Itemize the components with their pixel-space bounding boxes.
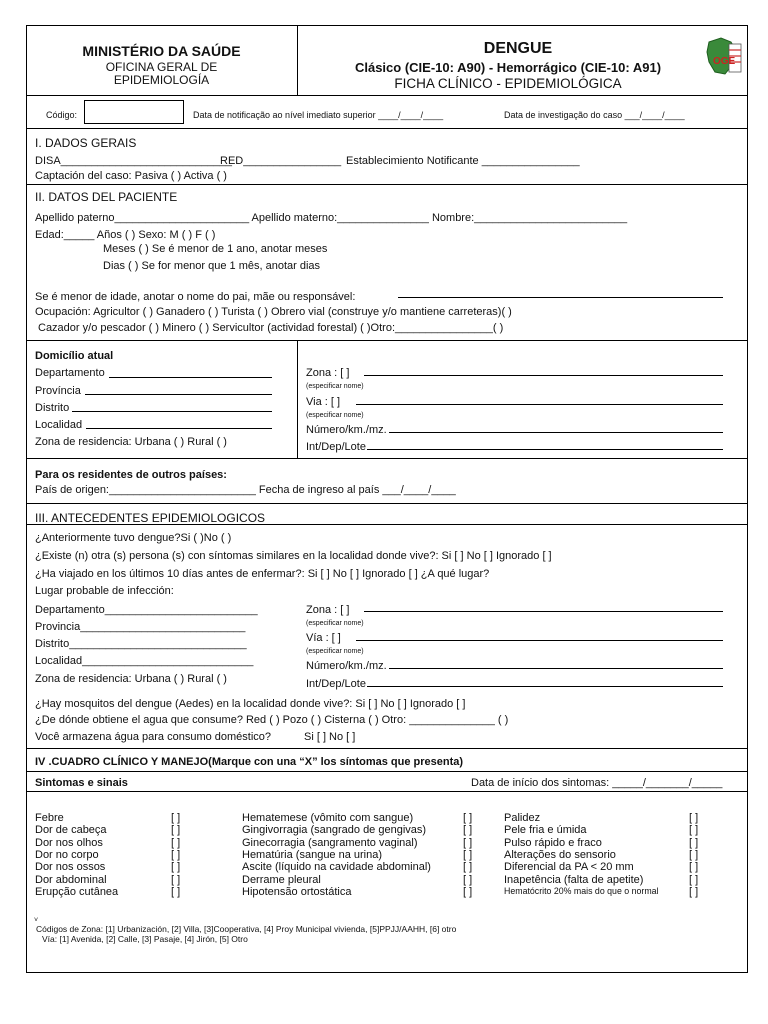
symptom-checkbox[interactable]: [ ] <box>689 824 699 837</box>
symptom-checkbox[interactable]: [ ] <box>171 848 181 861</box>
inf-zona-label[interactable]: Zona : [ ] <box>306 604 350 616</box>
dom-via-hint: (especificar nome) <box>306 412 364 419</box>
inf-via-field[interactable] <box>356 640 723 641</box>
dom-via-field[interactable] <box>356 404 723 405</box>
symptom-label: Hematemese (vômito com sangue) <box>242 812 414 824</box>
symptom-label: Dor abdominal <box>35 873 107 886</box>
sintomas-label: Sintomas e sinais <box>35 777 128 789</box>
symptom-checkbox[interactable]: [ ] <box>171 812 181 824</box>
inf-via-hint: (especificar nome) <box>306 648 364 655</box>
inf-int-field[interactable] <box>367 686 723 687</box>
symptom-label: Hematócrito 20% mais do que o normal <box>504 885 659 896</box>
dom-int-label: Int/Dep/Lote <box>306 441 366 453</box>
dom-distrito-label: Distrito <box>35 402 70 414</box>
codigo-field[interactable] <box>84 100 184 124</box>
data-inicio-sintomas[interactable]: Data de início dos sintomas: _____/_______/_____ <box>471 777 723 789</box>
form-name: FICHA CLÍNICO - EPIDEMIOLÓGICA <box>394 76 622 91</box>
q-anterior-dengue[interactable]: ¿Anteriormente tuvo dengue?Si ( )No ( ) <box>35 532 232 544</box>
dom-localidad-field[interactable] <box>86 428 272 429</box>
symptom-label: Diferencial da PA < 20 mm <box>504 861 634 874</box>
section-4-title: IV .CUADRO CLÍNICO Y MANEJO(Marque con una “X” los síntomas que presenta) <box>35 756 464 768</box>
codigo-label: Código: <box>46 110 78 120</box>
dom-provincia-label: Província <box>35 385 81 397</box>
symptom-checkbox[interactable]: [ ] <box>689 885 699 898</box>
inf-departamento[interactable]: Departamento_________________________ <box>35 604 258 616</box>
q-agua-origen[interactable]: ¿De dónde obtiene el agua que consume? Red ( ) Pozo ( ) Cisterna ( ) Otro: ______________ ( ) <box>35 714 509 726</box>
ocupacion-line1[interactable]: Ocupación: Agricultor ( ) Ganadero ( ) Turista ( ) Obrero vial (construye y/o mantiene carreteras)( ) <box>35 306 512 318</box>
symptom-label: Dor nos olhos <box>35 836 103 849</box>
q-lugar-infeccion: Lugar probable de infección: <box>35 585 174 597</box>
footnote-zona: Códigos de Zona: [1] Urbanización, [2] Villa, [3]Cooperativa, [4] Proy Municipal vivienda, [5]PPJJ/AAHH, [6] otro <box>36 924 457 934</box>
section-1-title: I. DADOS GERAIS <box>35 136 137 150</box>
asterisk-mark: ˅ <box>34 917 39 924</box>
symptom-label: Palidez <box>504 812 541 824</box>
symptom-label: Erupção cutânea <box>35 885 119 898</box>
responsavel-label: Se é menor de idade, anotar o nome do pai, mãe ou responsável: <box>35 291 356 303</box>
symptom-label: Dor nos ossos <box>35 861 106 874</box>
symptom-checkbox[interactable]: [ ] <box>689 812 699 824</box>
symptom-checkbox[interactable]: [ ] <box>689 836 699 849</box>
dom-zona-hint: (especificar nome) <box>306 383 364 390</box>
symptom-checkbox[interactable]: [ ] <box>463 836 473 849</box>
q-otras-personas[interactable]: ¿Existe (n) otra (s) persona (s) con síntomas similares en la localidad donde vive?: Si [ ] No [ ] Ignorado [ ] <box>35 550 552 562</box>
oge-logo <box>703 34 743 85</box>
dom-provincia-field[interactable] <box>85 394 272 395</box>
establecimiento-field[interactable]: Establecimiento Notificante ________________ <box>346 155 580 167</box>
office-line2: EPIDEMIOLOGÍA <box>113 73 210 87</box>
inf-zona-residencia[interactable]: Zona de residencia: Urbana ( ) Rural ( ) <box>35 673 227 685</box>
symptom-label: Pele fria e úmida <box>504 824 587 837</box>
symptom-checkbox[interactable]: [ ] <box>689 848 699 861</box>
symptom-checkbox[interactable]: [ ] <box>171 836 181 849</box>
inf-int-label: Int/Dep/Lote <box>306 678 366 690</box>
symptom-label: Hematúria (sangue na urina) <box>242 848 383 861</box>
symptom-checkbox[interactable]: [ ] <box>463 812 473 824</box>
notification-date[interactable]: Data de notificação ao nível imediato superior ____/____/____ <box>193 110 444 120</box>
symptom-label: Gingivorragia (sangrado de gengivas) <box>242 824 427 837</box>
meses-line[interactable]: Meses ( ) Se é menor de 1 ano, anotar meses <box>103 243 328 255</box>
red-field[interactable]: RED________________ <box>220 155 342 167</box>
dom-distrito-field[interactable] <box>72 411 272 412</box>
symptom-label: Ascite (líquido na cavidade abdominal) <box>242 861 431 874</box>
form-title: DENGUE <box>483 40 553 57</box>
dom-localidad-label: Localidad <box>35 419 83 431</box>
responsavel-field[interactable] <box>398 297 723 298</box>
dom-zona-residencia[interactable]: Zona de residencia: Urbana ( ) Rural ( ) <box>35 436 227 448</box>
symptom-label: Alterações do sensorio <box>504 848 616 861</box>
inf-numero-label: Número/km./mz. <box>306 660 387 672</box>
ministry-name: MINISTÉRIO DA SAÚDE <box>82 43 241 59</box>
symptom-label: Dor de cabeça <box>35 824 107 837</box>
armazena-agua-options[interactable]: Si [ ] No [ ] <box>304 731 356 743</box>
dom-departamento-field[interactable] <box>109 377 272 378</box>
investigation-date[interactable]: Data de investigação do caso ___/____/____ <box>504 110 685 120</box>
inf-via-label[interactable]: Vía : [ ] <box>306 632 341 644</box>
section-3-title: III. ANTECEDENTES EPIDEMIOLOGICOS <box>35 511 266 525</box>
form-subtitle: Clásico (CIE-10: A90) - Hemorrágico (CIE-10: A91) <box>354 60 662 75</box>
dom-departamento-label: Departamento <box>35 367 105 379</box>
symptom-checkbox[interactable]: [ ] <box>463 885 473 898</box>
symptom-label: Ginecorragia (sangramento vaginal) <box>242 836 418 849</box>
q-viajado[interactable]: ¿Ha viajado en los últimos 10 días antes de enfermar?: Si [ ] No [ ] Ignorado [ ] ¿A qué lugar? <box>35 568 490 580</box>
symptom-checkbox[interactable]: [ ] <box>171 873 181 886</box>
symptom-checkbox[interactable]: [ ] <box>463 873 473 886</box>
dom-numero-field[interactable] <box>389 432 723 433</box>
symptom-checkbox[interactable]: [ ] <box>171 824 181 837</box>
symptom-checkbox[interactable]: [ ] <box>689 873 699 886</box>
q-mosquitos[interactable]: ¿Hay mosquitos del dengue (Aedes) en la localidad donde vive?: Si [ ] No [ ] Ignorado [ ] <box>35 698 466 710</box>
inf-zona-field[interactable] <box>364 611 723 612</box>
ocupacion-line2[interactable]: Cazador y/o pescador ( ) Minero ( ) Servicultor (actividad forestal) ( )Otro:________________( ) <box>38 322 504 334</box>
symptom-label: Pulso rápido e fraco <box>504 836 602 849</box>
inf-numero-field[interactable] <box>389 668 723 669</box>
office-line1: OFICINA GERAL DE <box>105 60 218 74</box>
domicilio-title: Domicílio atual <box>35 350 114 362</box>
inf-distrito[interactable]: Distrito_____________________________ <box>35 638 247 650</box>
symptom-label: Derrame pleural <box>242 873 321 886</box>
q-armazena-agua: Você armazena água para consumo doméstico? <box>35 731 272 743</box>
symptom-checkbox[interactable]: [ ] <box>463 861 473 874</box>
symptom-checkbox[interactable]: [ ] <box>689 861 699 874</box>
inf-zona-hint: (especificar nome) <box>306 620 364 627</box>
symptom-label: Hipotensão ortostática <box>242 885 352 898</box>
names-line[interactable]: Apellido paterno______________________ Apellido materno:_______________ Nombre:_________________________ <box>35 212 628 224</box>
dom-zona-label[interactable]: Zona : [ ] <box>306 367 350 379</box>
edad-line[interactable]: Edad:_____ Años ( ) Sexo: M ( ) F ( ) <box>35 229 216 241</box>
symptom-checkbox[interactable]: [ ] <box>171 885 181 898</box>
dias-line[interactable]: Dias ( ) Se for menor que 1 mês, anotar dias <box>103 260 321 272</box>
symptom-label: Dor no corpo <box>35 848 99 861</box>
dom-numero-label: Número/km./mz. <box>306 424 387 436</box>
dom-zona-field[interactable] <box>364 375 723 376</box>
inf-localidad[interactable]: Localidad____________________________ <box>35 655 254 667</box>
symptom-label: Febre <box>35 812 64 824</box>
symptom-label: Inapetência (falta de apetite) <box>504 873 644 886</box>
dom-via-label[interactable]: Via : [ ] <box>306 396 341 408</box>
footnote-via: Vía: [1] Avenida, [2] Calle, [3] Pasaje, [4] Jirón, [5] Otro <box>42 934 248 944</box>
disa-field[interactable]: DISA____________________________ <box>35 155 232 167</box>
inf-provincia[interactable]: Provincia___________________________ <box>35 621 246 633</box>
symptom-checkbox[interactable]: [ ] <box>171 861 181 874</box>
symptom-checkbox[interactable]: [ ] <box>463 848 473 861</box>
dom-int-field[interactable] <box>367 449 723 450</box>
logo-text: OGE <box>713 56 736 67</box>
residentes-line[interactable]: País de origen:________________________ Fecha de ingreso al país ___/____/____ <box>35 484 456 496</box>
section-2-title: II. DATOS DEL PACIENTE <box>35 190 178 204</box>
symptom-checkbox[interactable]: [ ] <box>463 824 473 837</box>
captacion-line[interactable]: Captación del caso: Pasiva ( ) Activa ( ) <box>35 170 227 182</box>
residentes-title: Para os residentes de outros países: <box>35 469 227 481</box>
